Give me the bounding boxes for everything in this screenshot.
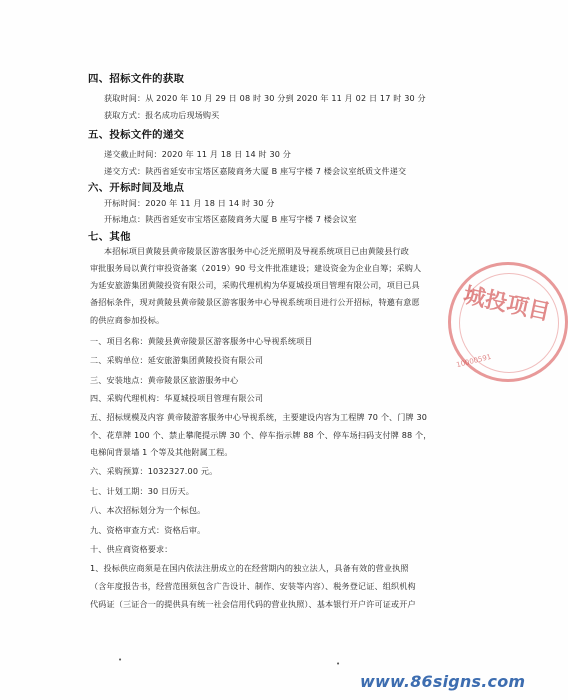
intro-line: 为延安旅游集团黄陵投资有限公司，采购代理机构为华夏城投项目管理有限公司，项目已具 <box>90 280 420 290</box>
item-agency: 四、采购代理机构：华夏城投项目管理有限公司 <box>90 393 264 403</box>
requirement-line: （含年度报告书，经营范围须包含广告设计、制作、安装等内容）、税务登记证、组织机构 <box>90 581 416 591</box>
item-project-name: 一、项目名称：黄陵县黄帝陵景区游客服务中心导视系统项目 <box>90 336 313 346</box>
item-purchaser: 二、采购单位：延安旅游集团黄陵投资有限公司 <box>90 355 264 365</box>
section-5-method: 递交方式：陕西省延安市宝塔区嘉陵商务大厦 B 座写字楼 7 楼会议室纸质文件递交 <box>104 166 407 176</box>
seal-number: 10000591 <box>455 352 493 370</box>
section-4-time: 获取时间：从 2020 年 10 月 29 日 08 时 30 分到 2020 年 11 月 02 日 17 时 30 分 <box>104 93 426 103</box>
section-6-place: 开标地点：陕西省延安市宝塔区嘉陵商务大厦 B 座写字楼 7 楼会议室 <box>104 214 357 224</box>
item-scope-line: 个、花草牌 100 个、禁止攀爬提示牌 30 个、停车指示牌 88 个、停车场扫码支付牌 88 个， <box>90 430 432 440</box>
requirement-line: 代码证（三证合一的提供具有统一社会信用代码的营业执照）、基本银行开户许可证或开户 <box>90 599 416 609</box>
seal-text: 城投项目 <box>460 282 553 326</box>
section-6-time: 开标时间：2020 年 11 月 18 日 14 时 30 分 <box>104 198 275 208</box>
item-scope-line: 电梯间背景墙 1 个等及其他附属工程。 <box>90 447 233 457</box>
intro-line: 的供应商参加投标。 <box>90 315 165 325</box>
item-scope-line: 五、招标规模及内容 黄帝陵游客服务中心导视系统，主要建设内容为工程牌 70 个、门牌 30 <box>90 412 428 422</box>
official-seal <box>448 262 568 382</box>
intro-line: 审批服务局以黄行审投资备案（2019）90 号文件批准建设；建设资金为企业自筹；采购人 <box>90 263 422 273</box>
requirement-line: 1、投标供应商须是在国内依法注册成立的在经营期内的独立法人，具备有效的营业执照 <box>90 563 409 573</box>
section-5-title: 五、投标文件的递交 <box>88 129 185 141</box>
section-4-title: 四、招标文件的获取 <box>88 73 185 85</box>
item-lots: 八、本次招标划分为一个标包。 <box>90 505 206 515</box>
scan-mark: • <box>118 656 123 664</box>
item-budget: 六、采购预算：1032327.00 元。 <box>90 466 218 476</box>
intro-line: 本招标项目黄陵县黄帝陵景区游客服务中心泛光照明及导视系统项目已由黄陵县行政 <box>104 246 410 256</box>
item-supplier-requirements: 十、供应商资格要求： <box>90 544 173 554</box>
section-4-method: 获取方式：报名成功后现场购买 <box>104 110 220 120</box>
section-6-title: 六、开标时间及地点 <box>88 182 185 194</box>
item-schedule: 七、计划工期：30 日历天。 <box>90 486 195 496</box>
section-5-deadline: 递交截止时间：2020 年 11 月 18 日 14 时 30 分 <box>104 149 292 159</box>
item-qualification-review: 九、资格审查方式：资格后审。 <box>90 525 206 535</box>
scan-mark: • <box>336 660 341 668</box>
intro-line: 备招标条件，现对黄陵县黄帝陵景区游客服务中心导视系统项目进行公开招标，特邀有意愿 <box>90 297 420 307</box>
item-install-location: 三、安装地点：黄帝陵景区旅游服务中心 <box>90 375 239 385</box>
section-7-title: 七、其他 <box>88 231 131 243</box>
site-watermark: www.86signs.com <box>360 672 526 691</box>
